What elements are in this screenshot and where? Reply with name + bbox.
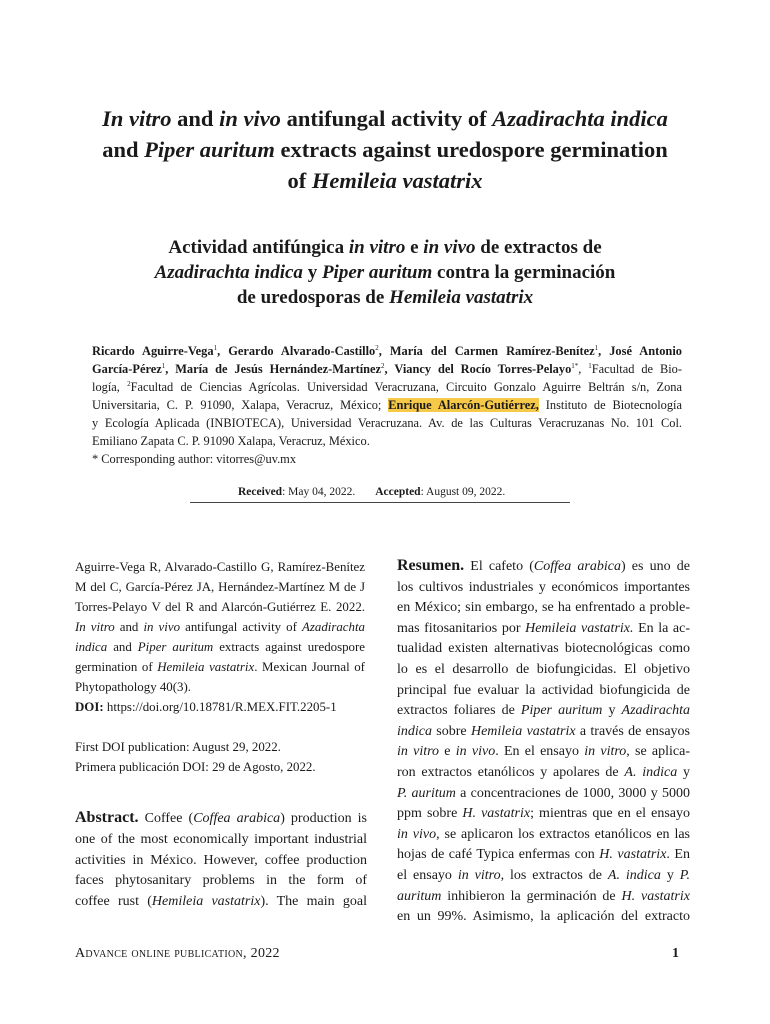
resumen-line: in vivo, se aplicaron los extractos etanólicos en las bbox=[397, 826, 690, 842]
doi-link[interactable]: https://doi.org/10.18781/R.MEX.FIT.2205-1 bbox=[103, 700, 337, 714]
resumen-line: P. auritum a concentraciones de 1000, 3000 y 5000 bbox=[397, 785, 690, 801]
authors-line: Ricardo Aguirre-Vega$^1$, Gerardo Alvarado-Castillo$^2$, María del Carmen Ramírez-Benítez$^1$, José Antonio bbox=[92, 343, 682, 358]
citation-line: M del C, García-Pérez JA, Hernández-Martínez M de J bbox=[75, 580, 365, 594]
author-block bbox=[92, 342, 682, 468]
subtitle-line: Actividad antifúngica in vitro e in vivo de extractos de bbox=[168, 237, 602, 258]
affiliation-line: Universitaria, C. P. 91090, Xalapa, Veracruz, México; Enrique Alarcón-Gutiérrez, Instituto de Biotecnología bbox=[92, 398, 682, 412]
resumen-line: in vitro e in vivo. En el ensayo in vitro, se aplica- bbox=[397, 744, 691, 760]
citation-line: Phytopathology 40(3). bbox=[75, 680, 192, 694]
resumen-line: hojas de café Typica enfermas con H. vastatrix. En bbox=[397, 847, 690, 863]
title-line: and Piper auritum extracts against uredospore germination bbox=[102, 137, 668, 162]
abstract-line: one of the most economically important industrial bbox=[75, 831, 367, 847]
abstract-line: faces phytosanitary problems in the form of bbox=[75, 873, 367, 889]
received-label: Received bbox=[238, 486, 283, 498]
received-date: : May 04, 2022. bbox=[282, 486, 356, 498]
resumen-line: Resumen. El cafeto (Coffea arabica) es uno de bbox=[397, 557, 691, 574]
article-title bbox=[60, 103, 710, 196]
citation-line: Torres-Pelayo V del R and Alarcón-Gutiérrez E. 2022. bbox=[75, 600, 365, 614]
resumen-line: mas fitosanitarios por Hemileia vastatrix. En la ac- bbox=[397, 620, 691, 636]
resumen bbox=[397, 556, 690, 928]
resumen-line: principal fue evaluar la actividad biofungicida de bbox=[397, 682, 690, 698]
resumen-line: en un 99%. Asimismo, la aplicación del extracto bbox=[397, 909, 690, 925]
date-line bbox=[190, 486, 570, 503]
doi-line: DOI: https://doi.org/10.18781/R.MEX.FIT.2205-1 bbox=[75, 700, 337, 714]
citation-block bbox=[75, 557, 365, 777]
resumen-line: los cultivos industriales y económicos importantes bbox=[397, 579, 690, 595]
resumen-line: ron extractos etanólicos y apolares de A. indica y bbox=[397, 764, 691, 780]
resumen-line: indica sobre Hemileia vastatrix a través de ensayos bbox=[397, 723, 690, 739]
citation-line: In vitro and in vivo antifungal activity of Azadirachta bbox=[75, 620, 366, 634]
citation-line: Aguirre-Vega R, Alvarado-Castillo G, Ramírez-Benítez bbox=[75, 560, 365, 574]
resumen-line: en México; sin embargo, se ha enfrentado a proble- bbox=[397, 600, 690, 616]
title-line: of Hemileia vastatrix bbox=[287, 168, 483, 193]
corresponding-author: * Corresponding author: vitorres@uv.mx bbox=[92, 452, 297, 466]
authors-line: García-Pérez$^1$, María de Jesús Hernández-Martínez$^2$, Viancy del Rocío Torres-Pelayo$^{1*}$, $^1$Facultad de Bio- bbox=[92, 361, 682, 376]
resumen-line: tualidad existen alternativas biotecnológicas como bbox=[397, 641, 690, 657]
spanish-title bbox=[80, 235, 690, 310]
citation-line: indica and Piper auritum extracts against uredospore bbox=[75, 640, 366, 654]
first-doi-publication: First DOI publication: August 29, 2022. bbox=[75, 740, 281, 754]
abstract-line: activities in México. However, coffee production bbox=[75, 852, 367, 868]
abstract bbox=[75, 808, 367, 913]
affiliation-line: y Ecología Aplicada (INBIOTECA), Universidad Veracruzana. Av. de las Culturas Veracruzanas No. 101 Col. bbox=[92, 416, 682, 430]
resumen-line: el ensayo in vitro, los extractos de A. indica y P. bbox=[397, 867, 691, 883]
page-number: 1 bbox=[672, 946, 679, 961]
abstract-line: Abstract. Coffee (Coffea arabica) production is bbox=[75, 809, 368, 826]
subtitle-line: Azadirachta indica y Piper auritum contra la germinación bbox=[154, 262, 616, 283]
accepted-date: : August 09, 2022. bbox=[420, 486, 506, 498]
abstract-line: coffee rust (Hemileia vastatrix). The main goal bbox=[75, 894, 368, 910]
resumen-line: lo es el desarrollo de biofungicidas. El objetivo bbox=[397, 661, 690, 677]
running-footer: Advance online publication, 2022 bbox=[75, 946, 280, 961]
affiliation-line: Emiliano Zapata C. P. 91090 Xalapa, Veracruz, México. bbox=[92, 434, 370, 448]
resumen-line: auritum inhibieron la germinación de H. vastatrix bbox=[397, 888, 690, 904]
accepted-label: Accepted bbox=[375, 486, 421, 498]
highlighted-author: Enrique Alarcón-Gutiérrez, bbox=[388, 398, 539, 412]
resumen-line: extractos foliares de Piper auritum y Azadirachta bbox=[397, 703, 690, 719]
resumen-line: ppm sobre H. vastatrix; mientras que en el ensayo bbox=[397, 806, 690, 822]
subtitle-line: de uredosporas de Hemileia vastatrix bbox=[236, 287, 534, 308]
primera-publicacion: Primera publicación DOI: 29 de Agosto, 2022. bbox=[75, 760, 316, 774]
citation-line: germination of Hemileia vastatrix. Mexican Journal of bbox=[75, 660, 365, 674]
title-line: In vitro and in vivo antifungal activity of Azadirachta indica bbox=[102, 106, 668, 131]
affiliation-line: logía, $^2$Facultad de Ciencias Agrícolas. Universidad Veracruzana, Circuito Gonzalo Aguirre Beltrán s/n, Zona bbox=[92, 379, 682, 394]
